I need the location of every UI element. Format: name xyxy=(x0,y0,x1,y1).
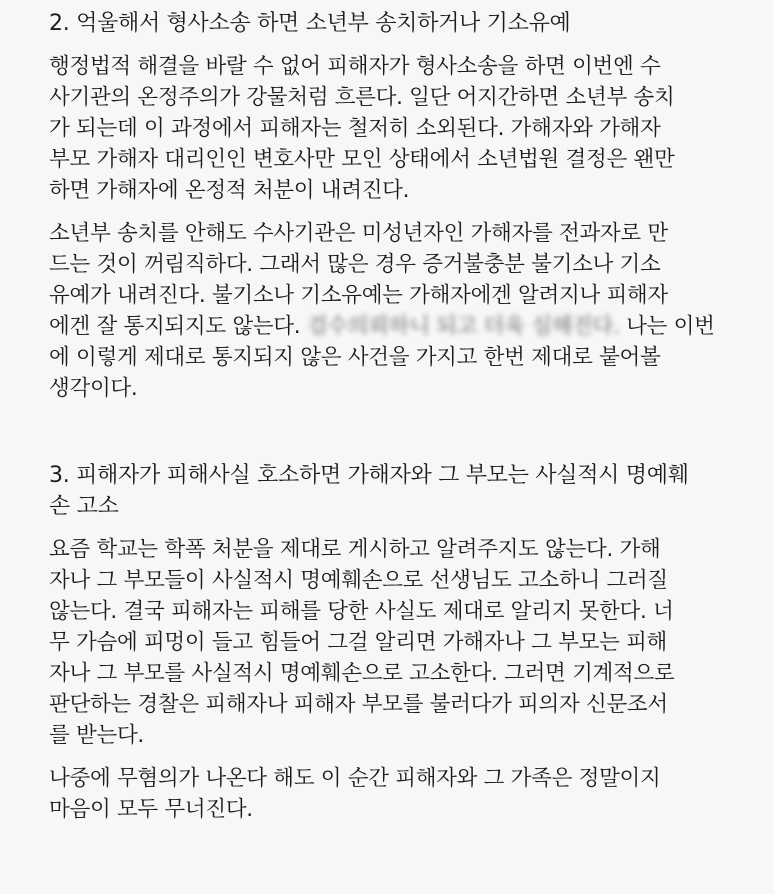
text-line: 행정법적 해결을 바랄 수 없어 피해자가 형사소송을 하면 이번엔 수 xyxy=(49,54,661,79)
blurred-text-segment: 검수의뢰하니 되고 더욱 심해진다. xyxy=(306,314,620,339)
section-2-paragraph-2 xyxy=(49,218,752,404)
text-line: 생각이다. xyxy=(49,376,138,401)
text-line: 자나 그 부모들이 사실적시 명예훼손으로 선생님도 고소하니 그러질 xyxy=(49,568,668,593)
text-line: 하면 가해자에 온정적 처분이 내려진다. xyxy=(49,178,410,203)
text-segment: 나는 이번 xyxy=(626,314,715,339)
text-line: 드는 것이 꺼림직하다. 그래서 많은 경우 증거불충분 불기소나 기소 xyxy=(49,252,661,277)
section-2-paragraph-1 xyxy=(49,51,752,206)
text-line: 유예가 내려진다. 불기소나 기소유예는 가해자에겐 알려지나 피해자 xyxy=(49,283,668,308)
section-3-heading xyxy=(49,460,752,522)
text-line: 부모 가해자 대리인인 변호사만 모인 상태에서 소년법원 결정은 왠만 xyxy=(49,147,675,172)
text-line: 않는다. 결국 피해자는 피해를 당한 사실도 제대로 알리지 못한다. 너 xyxy=(49,599,674,624)
text-segment: 에겐 잘 통지되지도 않는다. xyxy=(49,314,301,339)
text-line: 마음이 모두 무너진다. xyxy=(49,797,253,822)
text-line: 자나 그 부모를 사실적시 명예훼손으로 고소한다. 그러면 기계적으로 xyxy=(49,661,675,686)
text-line: 를 받는다. xyxy=(49,723,144,748)
text-line: 무 가슴에 피멍이 들고 힘들어 그걸 알리면 가해자나 그 부모는 피해 xyxy=(49,630,668,655)
text-line: 요즘 학교는 학폭 처분을 제대로 게시하고 알려주지도 않는다. 가해 xyxy=(49,537,661,562)
text-line: 판단하는 경찰은 피해자나 피해자 부모를 불러다가 피의자 신문조서 xyxy=(49,692,668,717)
text-line-partially-blurred xyxy=(49,311,752,342)
heading-line: 손 고소 xyxy=(49,494,119,519)
text-line: 에 이렇게 제대로 통지되지 않은 사건을 가지고 한번 제대로 붙어볼 xyxy=(49,345,661,370)
heading-line: 3. 피해자가 피해사실 호소하면 가해자와 그 부모는 사실적시 명예훼 xyxy=(49,463,689,488)
section-3-paragraph-2 xyxy=(49,763,752,825)
text-line: 나중에 무혐의가 나온다 해도 이 순간 피해자와 그 가족은 정말이지 xyxy=(49,766,661,791)
text-line: 가 되는데 이 과정에서 피해자는 철저히 소외된다. 가해자와 가해자 xyxy=(49,116,661,141)
section-3-paragraph-1 xyxy=(49,534,752,751)
text-line: 사기관의 온정주의가 강물처럼 흐른다. 일단 어지간하면 소년부 송치 xyxy=(49,85,675,110)
text-line: 소년부 송치를 안해도 수사기관은 미성년자인 가해자를 전과자로 만 xyxy=(49,221,668,246)
section-2-heading: 2. 억울해서 형사소송 하면 소년부 송치하거나 기소유예 xyxy=(49,11,571,36)
